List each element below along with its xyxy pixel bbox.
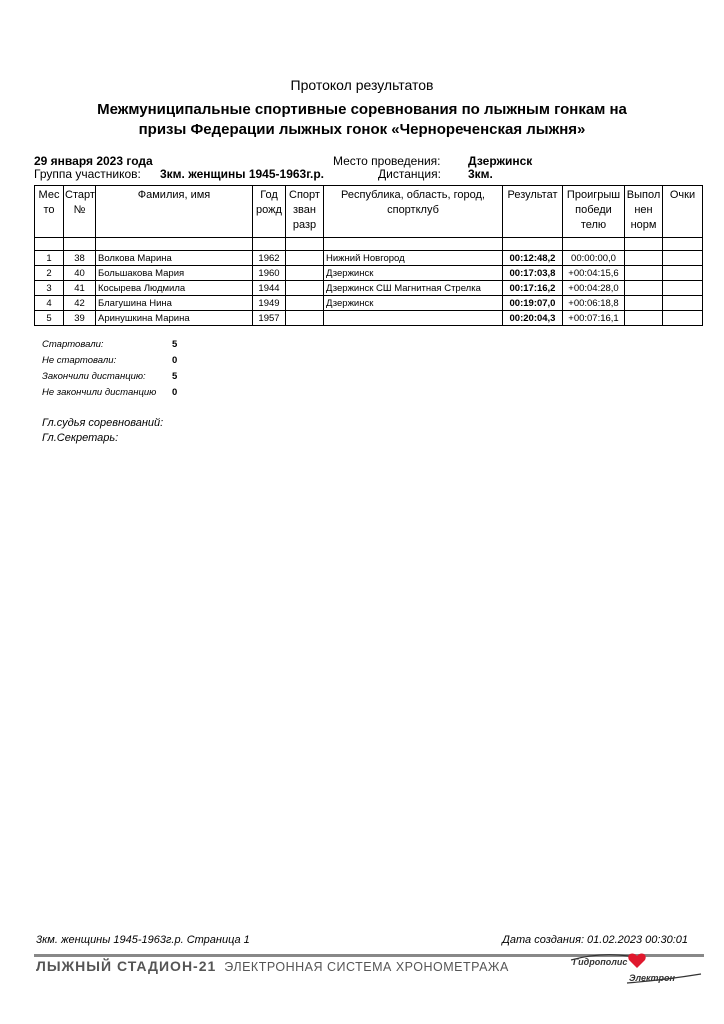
table-row	[35, 281, 703, 296]
cell-norm	[625, 281, 663, 296]
table-header-row	[35, 186, 703, 238]
cell-result: 00:20:04,3	[503, 311, 563, 326]
results-table	[34, 185, 703, 326]
table-row	[35, 296, 703, 311]
col-header-result: Результат	[503, 186, 563, 238]
table-row	[35, 266, 703, 281]
stat-label: Закончили дистанцию:	[42, 371, 146, 382]
cell-norm	[625, 296, 663, 311]
stat-row	[42, 369, 177, 385]
stat-label: Стартовали:	[42, 339, 104, 350]
cell-bib: 41	[64, 281, 96, 296]
cell-bib: 39	[64, 311, 96, 326]
cell-club: Дзержинск СШ Магнитная Стрелка	[324, 281, 503, 296]
col-header-club: Республика, область, город, спортклуб	[324, 186, 503, 238]
distance-value: 3км.	[468, 167, 493, 181]
cell-rank	[286, 266, 324, 281]
col-header-year: Год рожд	[253, 186, 286, 238]
cell-norm	[625, 266, 663, 281]
stat-row	[42, 385, 177, 401]
results-body	[35, 238, 703, 326]
footer-created-date: Дата создания: 01.02.2023 00:30:01	[502, 934, 688, 946]
cell-name: Благушина Нина	[96, 296, 253, 311]
cell-result: 00:17:03,8	[503, 266, 563, 281]
cell-rank	[286, 311, 324, 326]
col-header-place: Мес то	[35, 186, 64, 238]
cell-points	[663, 311, 703, 326]
cell-points	[663, 251, 703, 266]
chief-judge-label: Гл.судья соревнований:	[42, 417, 164, 429]
col-header-name: Фамилия, имя	[96, 186, 253, 238]
stat-value: 5	[172, 339, 178, 350]
cell-bib: 42	[64, 296, 96, 311]
cell-name: Волкова Марина	[96, 251, 253, 266]
stat-label: Не закончили дистанцию	[42, 387, 157, 398]
event-date: 29 января 2023 года	[34, 154, 153, 168]
cell-name: Большакова Мария	[96, 266, 253, 281]
cell-result: 00:12:48,2	[503, 251, 563, 266]
cell-year: 1960	[253, 266, 286, 281]
cell-norm	[625, 251, 663, 266]
event-title	[0, 100, 724, 140]
cell-points	[663, 281, 703, 296]
cell-points	[663, 296, 703, 311]
officials-block	[42, 416, 163, 446]
venue-label: Место проведения:	[333, 154, 441, 168]
cell-norm	[625, 311, 663, 326]
stat-value: 5	[172, 371, 178, 382]
heart-icon	[628, 953, 645, 968]
footer-page-info: 3км. женщины 1945-1963г.р. Страница 1	[36, 934, 250, 946]
col-header-norm: Выпол нен норм	[625, 186, 663, 238]
cell-behind: +00:04:15,6	[563, 266, 625, 281]
cell-year: 1962	[253, 251, 286, 266]
brand-subtitle: ЭЛЕКТРОННАЯ СИСТЕМА ХРОНОМЕТРАЖА	[224, 960, 509, 974]
logo-text-bottom: Электрон	[629, 973, 675, 983]
cell-points	[663, 266, 703, 281]
cell-bib: 38	[64, 251, 96, 266]
distance-label: Дистанция:	[378, 167, 441, 181]
document-title: Протокол результатов	[290, 77, 434, 93]
cell-place: 1	[35, 251, 64, 266]
cell-rank	[286, 281, 324, 296]
brand-name: ЛЫЖНЫЙ СТАДИОН-21	[36, 958, 217, 974]
stat-row	[42, 353, 177, 369]
brand-logo	[569, 950, 703, 984]
group-value: 3км. женщины 1945-1963г.р.	[160, 167, 325, 181]
cell-result: 00:17:16,2	[503, 281, 563, 296]
cell-club: Дзержинск	[324, 296, 503, 311]
col-header-behind: Проигрыш победи телю	[563, 186, 625, 238]
event-title-line1: Межмуниципальные спортивные соревнования по лыжным гонкам на	[97, 101, 627, 118]
venue-value: Дзержинск	[468, 154, 533, 168]
stat-label: Не стартовали:	[42, 355, 117, 366]
cell-rank	[286, 296, 324, 311]
cell-club: Нижний Новгород	[324, 251, 503, 266]
logo-mark	[571, 953, 701, 983]
spacer-row	[35, 238, 703, 251]
col-header-rank: Спорт зван разр	[286, 186, 324, 238]
cell-club: Дзержинск	[324, 266, 503, 281]
event-title-line2: призы Федерации лыжных гонок «Чернореченская лыжня»	[138, 121, 586, 138]
cell-place: 3	[35, 281, 64, 296]
cell-place: 4	[35, 296, 64, 311]
cell-behind: +00:06:18,8	[563, 296, 625, 311]
cell-behind: +00:07:16,1	[563, 311, 625, 326]
chief-secretary-label: Гл.Секретарь:	[42, 432, 119, 444]
brand-banner	[36, 958, 509, 974]
col-header-bib: Старт №	[64, 186, 96, 238]
cell-behind: 00:00:00,0	[563, 251, 625, 266]
stat-row	[42, 337, 177, 353]
cell-place: 5	[35, 311, 64, 326]
cell-year: 1949	[253, 296, 286, 311]
col-header-points: Очки	[663, 186, 703, 238]
table-row	[35, 251, 703, 266]
group-label: Группа участников:	[34, 167, 141, 181]
statistics-block	[42, 337, 177, 401]
cell-name: Косырева Людмила	[96, 281, 253, 296]
cell-behind: +00:04:28,0	[563, 281, 625, 296]
cell-name: Аринушкина Марина	[96, 311, 253, 326]
cell-place: 2	[35, 266, 64, 281]
cell-year: 1957	[253, 311, 286, 326]
cell-rank	[286, 251, 324, 266]
cell-bib: 40	[64, 266, 96, 281]
cell-result: 00:19:07,0	[503, 296, 563, 311]
table-row	[35, 311, 703, 326]
stat-value: 0	[172, 355, 178, 366]
logo-text-top: Гидрополис	[573, 957, 628, 967]
stat-value: 0	[172, 387, 178, 398]
cell-year: 1944	[253, 281, 286, 296]
cell-club	[324, 311, 503, 326]
